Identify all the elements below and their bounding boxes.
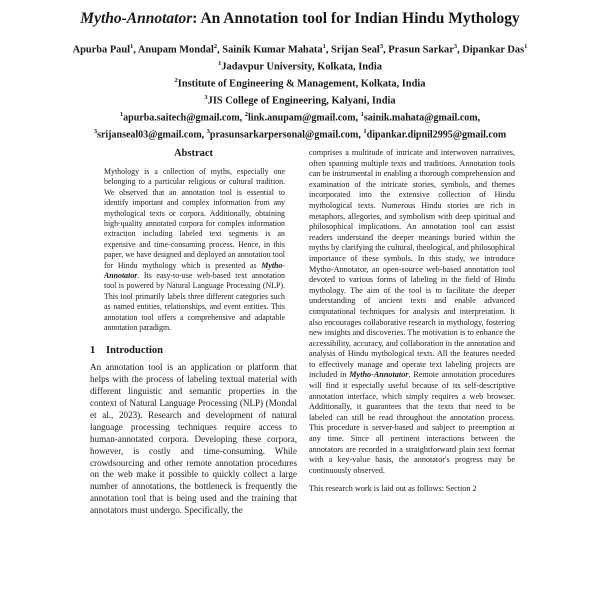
- email-sup: 3: [206, 128, 210, 136]
- email-sup: 1: [360, 111, 364, 119]
- intro-paragraph-layout: This research work is laid out as follows: Section 2: [309, 484, 477, 494]
- author-names: Apurba Paul$^1$, Anupam Mondal$^2$, Sainik Kumar Mahata$^1$, Srijan Seal$^3$, Prasun Sarkar$^3$, Dipankar Das$^1$: [72, 43, 528, 56]
- affiliation-sup: 3: [204, 94, 208, 102]
- intro-paragraph-left: An annotation tool is an application or platform that helps with the process of labeling textual material with different linguistic and semantic properties in the context of Natural Language Processing (NLP) (Mondal et al., 2023). Research and development of natural language processing techniques require access to human-annotated corpora. Developing these corpora, however, is costly and time-consuming. While crowdsourcing and other remote annotation procedures on the web make it possible to quickly collect a large number of annotations, the bottleneck is frequently the annotation tool that is being used and the training that annotators must undergo. Specifically, the: [90, 362, 297, 516]
- email-link[interactable]: sainik.mahata@gmail.com: [363, 112, 478, 124]
- intro-paragraph-right: [309, 148, 515, 476]
- abstract-text-part: . Its easy-to-use web-based text annotation tool is powered by Natural Language Processing (NLP). This tool primarily labels three different categories such as named entities, relationships, and event entities. This annotation tool offers a comprehensive and adaptable annotation paradigm.: [104, 270, 285, 332]
- author-name: Sainik Kumar Mahata: [222, 44, 323, 56]
- abstract-text: [104, 167, 285, 334]
- intro-text-part: comprises a multitude of intricate and interwoven narratives, often spanning multiple texts and traditions. Annotation tools can be instrumental in enabling a thorough comprehension and examination of the intricate stories, symbols, and themes incorporated into the extensive collection of Hindu mythological texts. Numerous Hindu stories are rich in metaphors, allegories, and symbolism with deep spiritual and philosophical implications. An annotation tool can assist readers understand the deeper meanings buried within the myths by clarifying the cultural, theological, and philosophical importance of these symbols. In this study, we introduce Mytho-Annotator, an open-source web-based annotation tool devoted to various forms of labeling in the field of Hindu mythology. The aim of the tool is to facilitate the deeper understanding of ancient texts and enable advanced computational techniques for analysis and interpretation. It also encourages collaborative research in mythology, fostering new insights and discoveries. The motivation is to enhance the accessibility, accuracy, and collaboration in the annotation and analysis of Hindu mythological texts. All the features needed to effectively manage and operate text labeling projects are included in: [309, 148, 515, 380]
- affiliation-text: JIS College of Engineering, Kalyani, India: [207, 95, 396, 107]
- affiliation-text: Jadavpur University, Kolkata, India: [221, 61, 382, 73]
- paper-title: [0, 10, 600, 28]
- email-sup: 1: [363, 128, 367, 136]
- author-sup: 1: [524, 43, 528, 50]
- email-line: $^3$srijanseal03@gmail.com, $^3$prasunsarkarpersonal@gmail.com, $^1$dipankar.dipnil2995@gmail.com: [93, 128, 507, 141]
- email-sup: 3: [93, 128, 98, 136]
- affiliation: [0, 91, 600, 108]
- email-link[interactable]: link.anupam@gmail.com: [247, 112, 356, 124]
- affiliation-sup: 1: [218, 60, 222, 68]
- author-sup: 2: [213, 43, 218, 50]
- author-name: Dipankar Das: [462, 44, 525, 56]
- abstract-text-part: Mythology is a collection of myths, especially one belonging to a particular religious or cultural tradition. We observed that an annotation tool is essential to identify important and complex information from any mythological texts or corpora. Additionally, obtaining high-quality annotated corpora for complex information extraction including labeled text segments is an expensive and time-consuming process. Hence, in this paper, we have designed and deployed an annotation tool for Hindu mythology which is presented as: [104, 166, 285, 270]
- abstract-heading: Abstract: [173, 148, 214, 159]
- affiliation: [0, 57, 600, 74]
- email-sup: 1: [119, 111, 124, 119]
- author-sup: 1: [130, 43, 134, 50]
- author-name: Srijan Seal: [331, 44, 380, 56]
- author-block: [0, 40, 600, 142]
- paper-title-tool-name: Mytho-Annotator: [80, 10, 193, 27]
- intro-tool-name: Mytho-Annotator: [349, 370, 409, 380]
- author-sup: 3: [379, 43, 384, 50]
- author-name: Apurba Paul: [72, 44, 131, 56]
- author-sup: 3: [453, 43, 458, 50]
- section-title: Introduction: [106, 345, 163, 357]
- paper-title-rest: : An Annotation tool for Indian Hindu Mythology: [192, 10, 520, 27]
- author-name: Anupam Mondal: [137, 44, 214, 56]
- section-heading-introduction: [90, 345, 297, 357]
- right-column: [309, 148, 515, 495]
- author-name: Prasun Sarkar: [388, 44, 454, 56]
- abstract-tool-name: Mytho-Annotator: [104, 260, 285, 280]
- email-link[interactable]: dipankar.dipnil2995@gmail.com: [366, 129, 507, 141]
- email-line: $^1$apurba.saitech@gmail.com, $^2$link.anupam@gmail.com, $^1$sainik.mahata@gmail.com,: [119, 111, 481, 124]
- email-link[interactable]: prasunsarkarpersonal@gmail.com: [209, 129, 359, 141]
- affiliation: [0, 74, 600, 91]
- email-link[interactable]: apurba.saitech@gmail.com: [123, 112, 240, 124]
- author-sup: 1: [322, 43, 326, 50]
- affiliation-sup: 2: [174, 77, 178, 85]
- affiliation-text: Institute of Engineering & Management, Kolkata, India: [177, 78, 426, 90]
- email-sup: 2: [244, 111, 248, 119]
- left-column: [90, 148, 297, 517]
- section-number: 1: [90, 345, 96, 357]
- email-link[interactable]: srijanseal03@gmail.com: [97, 129, 202, 141]
- email-list: [0, 108, 600, 142]
- intro-text-part: . Remote annotation procedures will find it especially useful because of its self-descriptive annotation interface, which simply requires a web browser. Additionally, it guarantees that the texts that need to be labeled can still be read throughout the annotation process. This procedure is server-based and subject to preemption at any time. Since all pertinent interactions between the annotators are recorded in a straightforward plain text format with a key-value basis, the annotator's progress may be continuously observed.: [309, 370, 515, 475]
